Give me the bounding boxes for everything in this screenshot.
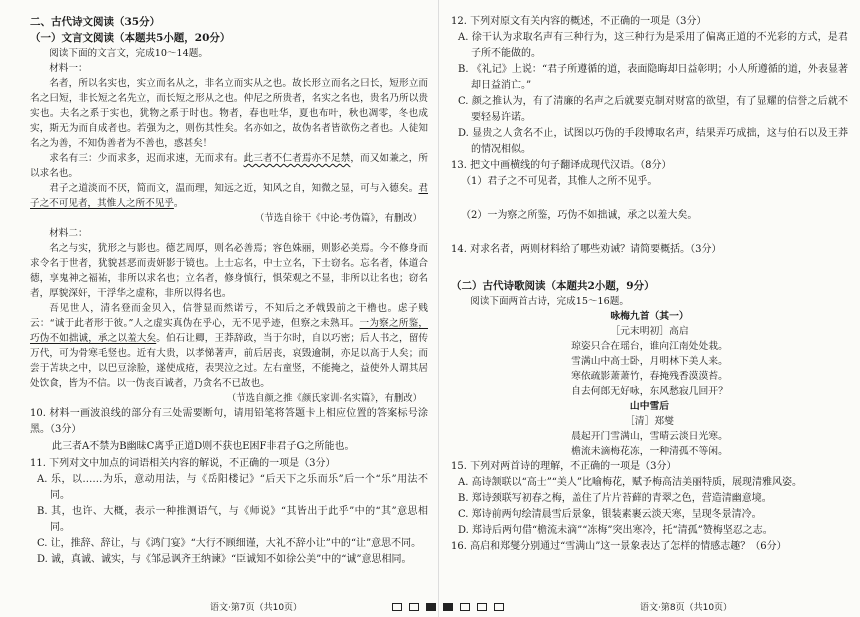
subsection-title: （一）文言文阅读（本题共5小题，20分）: [30, 32, 231, 44]
option-a: A. 高诗颔联以“高士”“美人”比喻梅花，赋予梅高洁美丽特质，展现清雅风姿。: [458, 477, 803, 488]
subsection-title: （二）古代诗歌阅读（本题共2小题，9分）: [451, 280, 655, 292]
mark: [477, 603, 487, 611]
poem-line: 自去何郎无好咏，东风愁寂几回开？: [571, 386, 728, 397]
question-16: 16. 高启和郑燮分别通过“雪满山”这一景象表达了怎样的情感志趣？（6分）: [451, 541, 787, 552]
question-15: 15. 下列对两首诗的理解，不正确的一项是（3分）: [451, 461, 677, 472]
text: 。伯石让卿，王莽辞政，当于尔时，自以巧密；后人书之，留传万代，可为骨寒毛竖也。近有大贵，以孝悌著声，前后居丧，哀毁逾制，亦足以高于人矣；而尝于苫块之中，以巴豆涂脸，遂使成疮，表哭泣之过。左右童竖，不能掩之，益使外人谓其居处饮食，皆为不信。以一伪丧百诚者，乃贪名不已故也。: [30, 333, 429, 389]
mark: [443, 603, 453, 611]
poem-1-author: ［元末明初］高启: [610, 326, 689, 337]
page-footer: 语文·第8页（共10页）: [640, 603, 733, 613]
poem-line: 雪满山中高士卧，月明林下美人来。: [571, 356, 728, 367]
option-d: D. 诚，真诚、诚实，与《邹忌讽齐王纳谏》“臣诚知不如徐公美”中的“诚”意思相同。: [37, 554, 412, 565]
option-c: C. 郑诗前两句绘清晨雪后景象，银装素裹云淡天寒，呈现冬景清冷。: [458, 509, 762, 520]
option-d: D. 郑诗后两句借“檐流未滴”“冻梅”突出寒冷，托“清孤”赞梅坚忍之志。: [458, 525, 773, 536]
poem-line: 寒依疏影萧萧竹，春掩残香漠漠苔。: [571, 371, 728, 382]
question-11: 11. 下列对文中加点的词语相关内容的解说，不正确的一项是（3分）: [30, 458, 336, 469]
option-b: B. 其，也许、大概，表示一种推测语气，与《师说》“其皆出于此乎”中的“其”意思相同。: [37, 506, 428, 533]
answer-space: [451, 190, 848, 208]
poem-line: 檐流未滴梅花冻，一种清孤不等闲。: [571, 446, 728, 457]
wavy-underlined-text: 此三者不仁者焉亦不足禁: [243, 153, 351, 164]
answer-space: [451, 224, 848, 242]
poem-line: 晨起开门雪满山，雪晴云淡日光寒。: [571, 431, 728, 442]
question-12: 12. 下列对原文有关内容的概述，不正确的一项是（3分）: [451, 16, 707, 27]
text: ，而又如兼之，所以求名也。: [30, 153, 429, 179]
option-b: B. 郑诗颈联写初春之梅，盖住了片片苔藓的青翠之色，营造清幽意境。: [458, 493, 772, 504]
poem-2-author: ［清］郑燮: [625, 416, 674, 427]
mark: [392, 603, 402, 611]
text: 。: [173, 198, 184, 209]
material-2-paragraph: [30, 301, 428, 391]
page-footer: 语文·第7页（共10页）: [210, 603, 303, 613]
poem-line: 琼姿只合在瑶台，谁向江南处处栽。: [571, 341, 728, 352]
answer-box-line: 此三者A不禁为B幽昧C离乎正道D则不获也E困F非君子G之所能也。: [52, 441, 355, 452]
mark: [494, 603, 504, 611]
question-13-part-1: （1）君子之不可见者，其惟人之所不见乎。: [461, 176, 658, 187]
poem-1-title: 咏梅九首（其一）: [610, 311, 689, 322]
question-13: 13. 把文中画横线的句子翻译成现代汉语。（8分）: [451, 160, 672, 171]
section-title: 二、古代诗文阅读（35分）: [30, 16, 161, 28]
mark: [460, 603, 470, 611]
material-1-paragraph: [30, 181, 428, 211]
instruction: 阅读下面的文言文，完成10～14题。: [49, 48, 208, 59]
instruction: 阅读下面两首古诗，完成15～16题。: [470, 296, 629, 307]
underlined-sentence: 一为察之所鉴，巧伪不如拙诚，承之以羞大矣: [30, 318, 429, 344]
source-note: （节选自颜之推《颜氏家训·名实篇》，有删改）: [226, 393, 422, 404]
option-d: D. 显贵之人贪名不止，试图以巧伪的手段博取名声，结果弄巧成拙，这与伯石以及王莽的情况相似。: [458, 128, 848, 155]
text: 君子之道淡而不厌，简而文，温而理，知远之近，知风之自，知微之显，可与入德矣。: [49, 183, 419, 194]
material-2-paragraph: 名之与实，犹形之与影也。德艺周厚，则名必善焉；容色姝丽，则影必美焉。今不修身而求令名于世者，犹貌甚恶而责妍影于镜也。上士忘名，中士立名，下士窃名。忘名者，体道合德，享鬼神之福祐，非所以求名也；立名者，修身慎行，惧荣观之不显，非所以让名也；窃名者，厚貌深奸，干浮华之虚称，非所以得名也。: [30, 243, 428, 299]
answer-space: [451, 258, 848, 278]
mark: [409, 603, 419, 611]
question-10: 10. 材料一画波浪线的部分有三处需要断句，请用铅笔将答题卡上相应位置的答案标号涂黑。（3分）: [30, 408, 428, 435]
text: 吾见世人，清名登而金贝入，信誉显而然诺亏，不知后之矛戟毁前之干橹也。虑子贱云：“诚于此者形于彼。”人之虚实真伪在乎心，无不见乎迹，但察之未熟耳。: [30, 303, 428, 329]
option-c: C. 颜之推认为，有了清廉的名声之后就要克制对财富的欲望，有了显耀的信誉之后就不要轻易许诺。: [458, 96, 848, 123]
option-c: C. 让，推辞、辞让，与《鸿门宴》“大行不顾细谨，大礼不辞小让”中的“让”意思不同。: [37, 538, 422, 549]
text: 求名有三：少而求多，迟而求速，无而求有。: [49, 153, 244, 164]
underlined-sentence: 君子之不可见者，其惟人之所不见乎: [30, 183, 428, 209]
poem-2-title: 山中雪后: [629, 401, 670, 412]
material-1-paragraph: 名者，所以名实也，实立而名从之，非名立而实从之也。故长形立而名之曰长，短形立而名之曰短，非长短之名先立，而长短之形从之也。仲尼之所贵者，名实之名也，贵名乃所以贵实也。夫名之系于实也，犹物之系于时也。物者，春也吐华，夏也布叶，秋也凋零，冬也成实，斯无为而自成者也。若强为之，则伤其性矣。名亦如之，故伪名者皆欲伤之者也。人徒知名之为善，不知伪善者为不善也，惑甚矣！: [30, 78, 428, 149]
question-14: 14. 对求名者，两则材料给了哪些劝诫？请简要概括。（3分）: [451, 244, 722, 255]
option-a: A. 乐，以……为乐，意动用法，与《岳阳楼记》“后天下之乐而乐”后一个“乐”用法不同。: [37, 474, 428, 501]
material-2-label: 材料二：: [49, 228, 88, 239]
question-13-part-2: （2）一为察之所鉴，巧伪不如拙诚，承之以羞大矣。: [461, 210, 698, 221]
mark: [426, 603, 436, 611]
material-1-paragraph: [30, 151, 428, 181]
option-a: A. 徐干认为求取名声有三种行为，这三种行为是采用了偏离正道的不光彩的方式，是君子所不能做的。: [458, 32, 848, 59]
material-1-label: 材料一：: [49, 63, 88, 74]
source-note: （节选自徐干《中论·考伪篇》，有删改）: [254, 213, 422, 224]
page-8: [438, 0, 860, 617]
registration-marks: [392, 603, 504, 611]
option-b: B. 《礼记》上说：“君子所遵循的道，表面隐晦却日益彰明；小人所遵循的道，外表显著却日益消亡。”: [458, 64, 848, 91]
